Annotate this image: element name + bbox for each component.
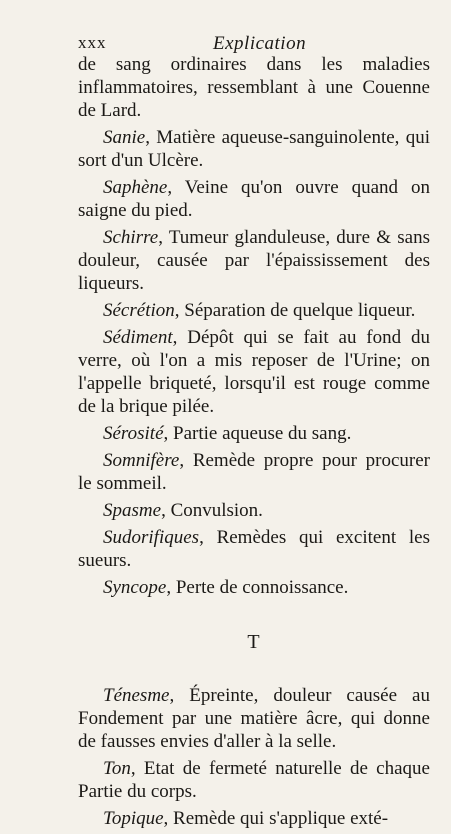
entry-term: Sédiment [103, 327, 173, 348]
entry-term: Topique [103, 808, 164, 829]
glossary-entry [78, 526, 430, 572]
entry-definition: , Perte de connoissance. [166, 577, 349, 598]
glossary-entry [78, 326, 430, 418]
glossary-entry [78, 422, 430, 445]
entry-term: Saphène [103, 177, 168, 198]
entry-definition: , Remède qui s'applique exté- [163, 808, 389, 829]
entry-definition: , Remède propre pour procurer le sommeil. [78, 450, 430, 494]
glossary-entry [78, 449, 430, 495]
entry-term: Schirre [103, 227, 159, 248]
page-number: xxx [78, 33, 107, 52]
running-head: Explication [213, 33, 307, 54]
entry-definition: , Partie aqueuse du sang. [163, 423, 352, 444]
entry-definition: , Épreinte, douleur causée au Fondement par une matière âcre, qui donne de fausses envies d'aller à la selle. [78, 685, 430, 752]
glossary-entry [78, 757, 430, 803]
entry-definition: , Dépôt qui se fait au fond du verre, où l'on a mis reposer de l'Urine; on l'appelle briqueté, lorsqu'il est rouge comme de la brique pilée. [78, 327, 430, 417]
entry-definition: , Tumeur glanduleuse, dure & sans douleur, causée par l'épaississement des liqueurs. [78, 227, 430, 294]
entry-term: Sudorifiques [103, 527, 200, 548]
glossary-entry [78, 53, 430, 122]
entry-term: Spasme [103, 500, 162, 521]
glossary-text [78, 53, 430, 834]
glossary-entry [78, 499, 430, 522]
glossary-entry [78, 126, 430, 172]
entry-term: Somnifère [103, 450, 180, 471]
entry-definition: , Remèdes qui excitent les sueurs. [78, 527, 430, 571]
glossary-entry [78, 226, 430, 295]
entry-definition: , Veine qu'on ouvre quand on saigne du pied. [78, 177, 430, 221]
entry-term: Sérosité [103, 423, 164, 444]
entry-term: Sanie [103, 127, 146, 148]
glossary-entry [78, 299, 430, 322]
section-letter: T [247, 631, 261, 653]
entry-term: Syncope [103, 577, 167, 598]
entry-definition: , Matière aqueuse-sanguinolente, qui sort d'un Ulcère. [78, 127, 430, 171]
entry-term: Ténesme [103, 685, 170, 706]
entry-term: Ton [103, 758, 131, 779]
glossary-entry [78, 576, 430, 599]
entry-definition: , Etat de fermeté naturelle de chaque Partie du corps. [78, 758, 430, 802]
entry-definition: , Séparation de quelque liqueur. [174, 300, 416, 321]
entry-definition: , Convulsion. [161, 500, 263, 521]
glossary-entry [78, 684, 430, 753]
entry-term: Sécrétion [103, 300, 175, 321]
glossary-entry [78, 176, 430, 222]
entry-definition: de sang ordinaires dans les maladies inflammatoires, ressemblant à une Couenne de Lard. [78, 54, 430, 121]
glossary-entry [78, 807, 430, 830]
